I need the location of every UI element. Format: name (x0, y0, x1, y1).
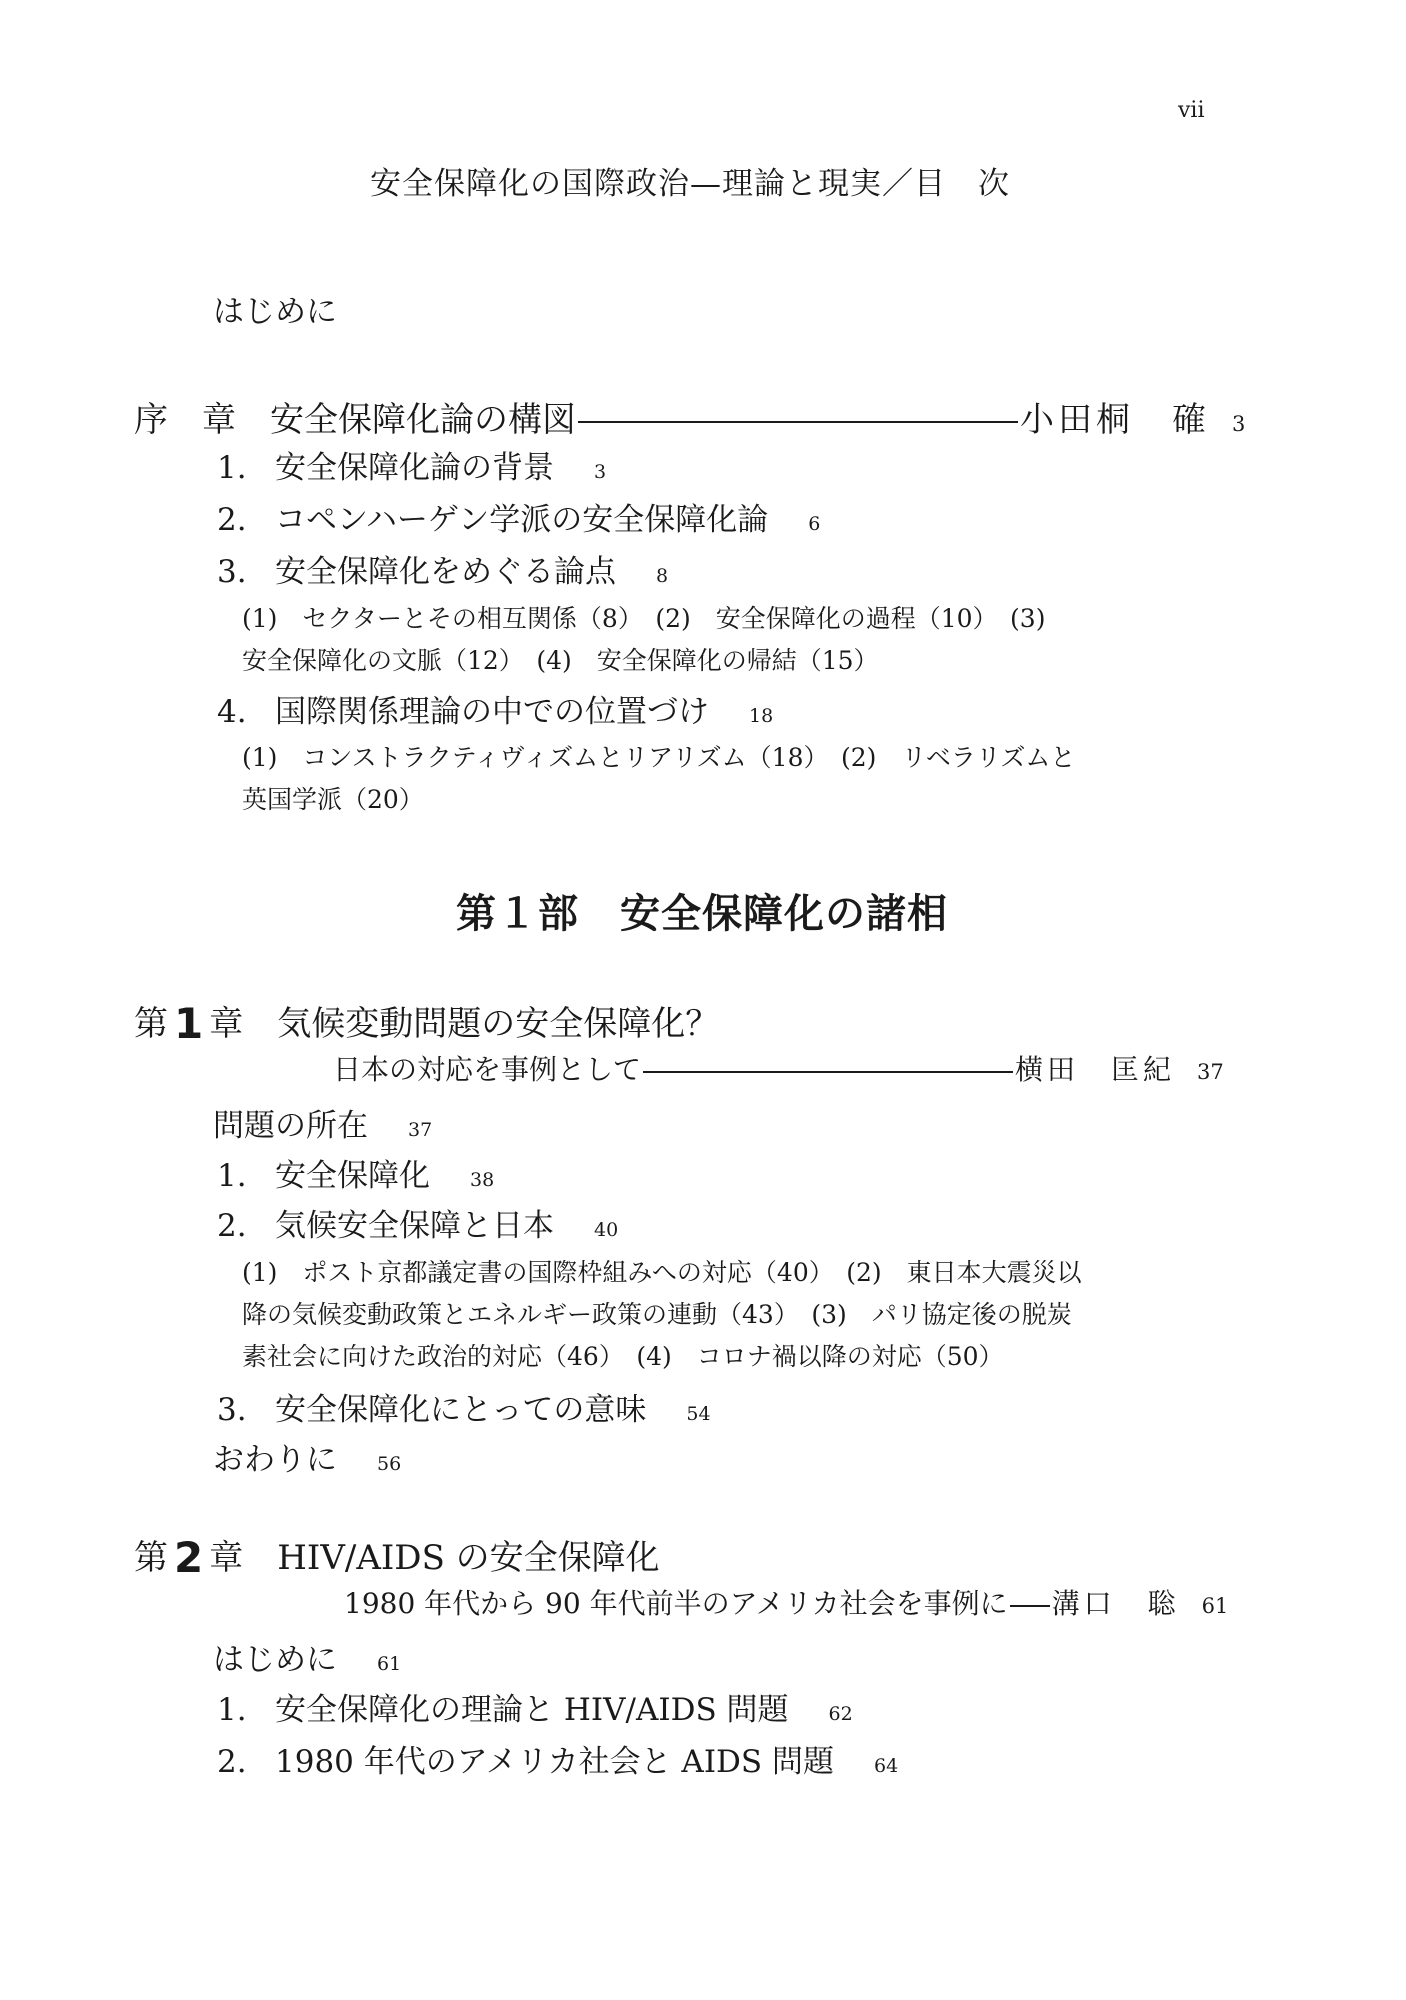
toc-section[interactable] (217, 1150, 494, 1195)
section-number: 2. (217, 1208, 247, 1244)
chapter-page: 37 (1197, 1060, 1224, 1084)
section-page: 6 (808, 513, 821, 535)
toc-subsection-line: 素社会に向けた政治的対応（46） (4) コロナ禍以降の対応（50） (242, 1342, 1004, 1371)
section-title: 気候安全保障と日本 (275, 1208, 554, 1244)
section-page: 64 (874, 1755, 899, 1777)
toc-section[interactable] (217, 1200, 618, 1245)
section-number: 1. (217, 1692, 247, 1728)
toc-chapter-2-subtitle-line (344, 1582, 1228, 1622)
section-page: 38 (470, 1169, 495, 1191)
part-heading[interactable]: 第１部 安全保障化の諸相 (456, 891, 948, 937)
chapter-author: 横田 匡紀 (1015, 1053, 1176, 1086)
book-title: 安全保障化の国際政治—理論と現実／目 次 (370, 166, 1010, 202)
section-title: 安全保障化にとっての意味 (275, 1392, 647, 1428)
section-title: コペンハーゲン学派の安全保障化論 (275, 502, 769, 538)
chapter-suffix: 章 (209, 1004, 244, 1044)
section-number: 3. (217, 554, 247, 590)
toc-chapter-2-heading[interactable] (134, 1530, 660, 1582)
section-number: 4. (217, 694, 247, 730)
intro-title: 問題の所在 (213, 1108, 368, 1144)
toc-section[interactable] (217, 1384, 711, 1429)
toc-intro[interactable]: はじめに (213, 294, 337, 330)
section-page: 40 (594, 1219, 619, 1241)
intro-title: はじめに (213, 1642, 337, 1678)
chapter-page: 61 (1201, 1594, 1229, 1618)
chapter-title: HIV/AIDS の安全保障化 (277, 1538, 660, 1578)
toc-prologue-heading[interactable] (134, 392, 1245, 441)
page-folio: vii (1178, 98, 1205, 123)
toc-chapter-conclusion[interactable] (213, 1434, 401, 1479)
conclusion-title: おわりに (213, 1442, 337, 1478)
toc-section[interactable] (217, 686, 773, 731)
intro-page: 37 (408, 1119, 433, 1141)
section-title: 安全保障化 (275, 1158, 430, 1194)
intro-page: 61 (377, 1653, 402, 1675)
toc-subsection-line: (1) セクターとその相互関係（8） (2) 安全保障化の過程（10） (3) (242, 604, 1046, 633)
conclusion-page: 56 (377, 1453, 402, 1475)
prologue-label-b: 章 (202, 400, 236, 440)
section-page: 8 (656, 565, 669, 587)
prologue-author: 小田桐 確 (1020, 400, 1210, 440)
section-number: 2. (217, 502, 247, 538)
toc-subsection-line: (1) コンストラクティヴィズムとリアリズム（18） (2) リベラリズムと (242, 743, 1076, 772)
toc-subsection-line: 英国学派（20） (242, 785, 424, 814)
section-title: 安全保障化をめぐる論点 (275, 554, 616, 590)
chapter-suffix: 章 (209, 1538, 244, 1578)
leader-dash (1010, 1605, 1050, 1607)
chapter-subtitle: 1980 年代から 90 年代前半のアメリカ社会を事例に (344, 1587, 1008, 1620)
toc-chapter-1-subtitle-line (333, 1048, 1224, 1088)
section-number: 1. (217, 1158, 247, 1194)
section-page: 3 (594, 461, 607, 483)
toc-section[interactable] (217, 442, 606, 487)
toc-subsection-line: 安全保障化の文脈（12） (4) 安全保障化の帰結（15） (242, 646, 879, 675)
prologue-label-a: 序 (134, 400, 168, 440)
section-title: 国際関係理論の中での位置づけ (275, 694, 709, 730)
prologue-page: 3 (1232, 412, 1246, 436)
chapter-prefix: 第 (134, 1538, 168, 1578)
toc-section[interactable] (217, 546, 668, 591)
toc-section[interactable] (217, 1736, 898, 1781)
chapter-author: 溝口 聡 (1051, 1587, 1180, 1620)
prologue-title: 安全保障化論の構図 (270, 400, 576, 440)
chapter-subtitle: 日本の対応を事例として (333, 1053, 642, 1086)
toc-chapter-1-heading[interactable] (134, 996, 719, 1048)
chapter-title: 気候変動問題の安全保障化？ (277, 1004, 720, 1044)
section-number: 2. (217, 1744, 247, 1780)
section-page: 18 (749, 705, 774, 727)
chapter-prefix: 第 (134, 1004, 168, 1044)
chapter-number: 2 (174, 1533, 204, 1582)
toc-chapter-intro[interactable] (213, 1100, 432, 1145)
section-number: 3. (217, 1392, 247, 1428)
section-title: 1980 年代のアメリカ社会と AIDS 問題 (275, 1744, 835, 1780)
toc-section[interactable] (217, 494, 820, 539)
section-page: 62 (828, 1703, 853, 1725)
chapter-number: 1 (174, 999, 204, 1048)
toc-subsection-line: 降の気候変動政策とエネルギー政策の連動（43） (3) パリ協定後の脱炭 (242, 1300, 1072, 1329)
leader-dash (643, 1071, 1013, 1073)
toc-subsection-line: (1) ポスト京都議定書の国際枠組みへの対応（40） (2) 東日本大震災以 (242, 1258, 1082, 1287)
toc-chapter-intro[interactable] (213, 1634, 401, 1679)
toc-section[interactable] (217, 1684, 853, 1729)
section-number: 1. (217, 450, 247, 486)
section-title: 安全保障化の理論と HIV/AIDS 問題 (275, 1692, 789, 1728)
section-title: 安全保障化論の背景 (275, 450, 554, 486)
leader-dash (578, 421, 1018, 423)
section-page: 54 (686, 1403, 711, 1425)
